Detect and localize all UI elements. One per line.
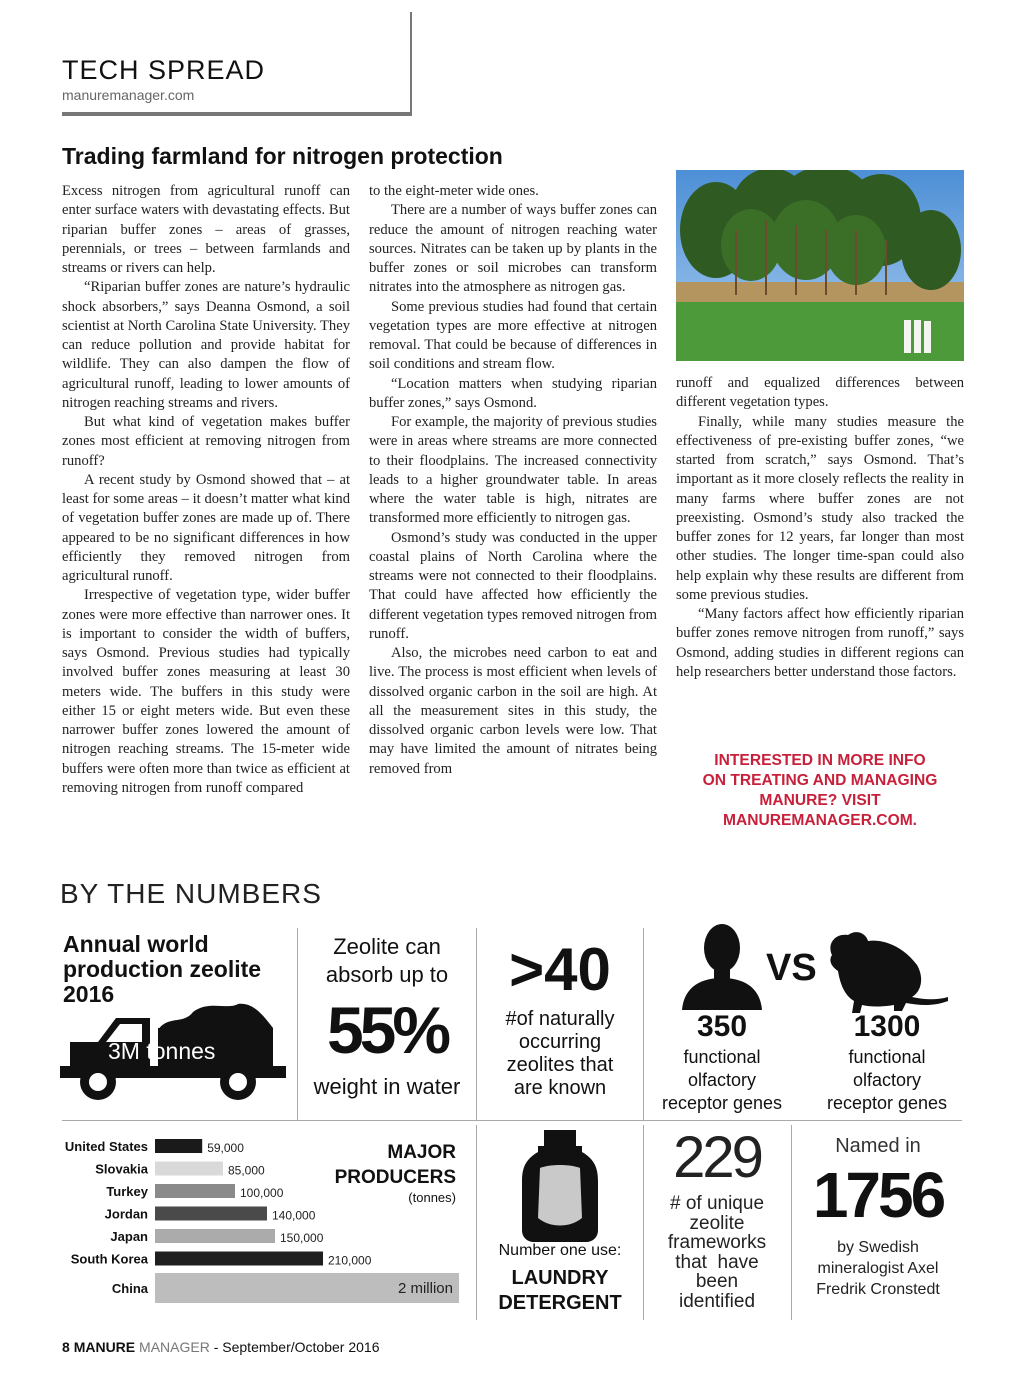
article-column-3 [676, 374, 964, 682]
paragraph: Excess nitrogen from agricultural runoff can enter surface waters with devastating effects. But riparian buffer zones – areas of grasses, perennials, or trees – between farmlands and streams or rivers can help. [62, 183, 350, 276]
article-column-2 [369, 182, 657, 779]
divider [643, 1125, 644, 1320]
producer-country-label: United States [64, 1139, 148, 1154]
absorb-caption: weight in water [313, 1074, 461, 1099]
paragraph: “Many factors affect how efficiently riparian buffer zones remove nitrogen from runoff,” says Osmond, adding studies in different regions can help researchers better understand those factors. [676, 606, 964, 680]
production-amount: 3M tonnes [108, 1038, 216, 1064]
promo-line: INTERESTED IN MORE INFO [714, 752, 926, 769]
promo-line: ON TREATING AND MANAGING [702, 772, 938, 789]
divider [643, 928, 644, 1120]
rat-gene-caption: functional olfactory receptor genes [826, 1047, 948, 1113]
production-title: Annual world production zeolite 2016 [63, 931, 262, 1007]
absorb-value: 55% [326, 993, 448, 1067]
section-label: TECH SPREAD [62, 55, 266, 85]
paragraph: runoff and equalized differences between different vegetation types. [676, 375, 964, 411]
producer-country-label: China [111, 1281, 148, 1296]
producer-country-label: Jordan [104, 1206, 148, 1222]
divider [791, 1125, 792, 1320]
producer-bar [155, 1184, 235, 1198]
paragraph: Finally, while many studies measure the effectiveness of pre-existing buffer zones, “we started from scratch,” says Osmond. That’s important as it more closely reflects the reality in many farms where buffer zones are not preexisting. Osmond’s study also tracked the buffer zones for 12 years, far longer than most other studies. The longer time-span could also help explain why these results are different from some previous studies. [676, 413, 964, 603]
producer-value-label: 150,000 [280, 1231, 324, 1245]
producers-unit: (tonnes) [408, 1190, 456, 1205]
paragraph: Some previous studies had found that certain vegetation types are more effective at nitrogen removal. That could be because of differences in soil conditions and stream flow. [369, 298, 657, 373]
named-caption: by Swedish mineralogist Axel Fredrik Cronstedt [816, 1239, 940, 1298]
producers-title: MAJOR PRODUCERS [334, 1142, 456, 1188]
frameworks-caption: # of unique zeolite frameworks that have been identified [667, 1193, 767, 1312]
paragraph: to the eight-meter wide ones. [369, 183, 539, 199]
page-number: 8 [62, 1339, 70, 1355]
paragraph: But what kind of vegetation makes buffer zones most efficient at removing nitrogen from runoff? [62, 414, 350, 469]
human-head-icon [680, 920, 765, 1012]
promo-line: MANURE? VISIT [759, 792, 881, 809]
rat-icon [822, 925, 952, 1020]
site-url[interactable]: manuremanager.com [62, 87, 195, 103]
producer-country-label: Japan [110, 1229, 148, 1244]
page-footer [62, 1339, 379, 1355]
detergent-bottle-icon [520, 1130, 600, 1242]
paragraph: A recent study by Osmond showed that – at least for some areas – it doesn’t matter what kind of vegetation buffer zones are made up of. There appeared to be no significant differences in how efficiently they removed nitrogen from agricultural runoff. [62, 471, 350, 584]
producer-value-label: 210,000 [328, 1253, 372, 1268]
divider [476, 928, 477, 1120]
producer-bar [155, 1162, 223, 1176]
human-gene-caption: functional olfactory receptor genes [661, 1047, 783, 1113]
buffer-zone-trees-photo [676, 170, 964, 361]
paragraph: Osmond’s study was conducted in the upper coastal plains of North Carolina where the streams were not connected to their floodplains. That could have affected how efficiently the different vegetation types removed nitrogen from runoff. [369, 529, 657, 642]
producer-value-label: 100,000 [240, 1186, 284, 1200]
article-title: Trading farmland for nitrogen protection [62, 143, 503, 169]
rat-gene-count: 1300 [853, 1010, 921, 1043]
paragraph: “Riparian buffer zones are nature’s hydraulic shock absorbers,” says Deanna Osmond, a soil scientist at North Carolina State University. They can reduce pollution and provide habitat for wildlife. They can also dampen the flow of agricultural runoff, leading to lower amounts of nitrogen reaching streams and rivers. [62, 279, 350, 411]
known-caption: #of naturally occurring zeolites that are known [505, 1008, 615, 1099]
named-label: Named in [835, 1135, 921, 1157]
producer-value-label: 140,000 [272, 1208, 316, 1223]
producer-value-label: 85,000 [228, 1163, 265, 1178]
paragraph: There are a number of ways buffer zones can reduce the amount of nitrogen reaching water sources. Nitrates can be taken up by plants in the buffer zones or soil microbes can transform nitrates into the atmosphere as nitrogen gas. [369, 202, 657, 296]
promo-callout[interactable] [676, 751, 964, 831]
absorb-text: Zeolite can absorb up to [325, 934, 449, 987]
producer-bar [155, 1252, 323, 1266]
producer-value-label: 2 million [397, 1280, 453, 1297]
producer-country-label: Turkey [106, 1184, 148, 1199]
producer-bar [155, 1207, 267, 1221]
frameworks-value: 229 [673, 1125, 761, 1190]
paragraph: For example, the majority of previous studies were in areas where streams are more connected to their floodplains. The increased connectivity leads to a higher groundwater table. In areas where the water table is high, nitrates are transformed more efficiently to nitrogen gas. [369, 414, 657, 527]
issue-date: - September/October 2016 [209, 1339, 380, 1355]
producer-country-label: South Korea [70, 1251, 148, 1267]
article-column-1 [62, 182, 350, 798]
use-label: Number one use: [498, 1242, 622, 1259]
versus-label: VS [766, 947, 817, 989]
named-year: 1756 [812, 1159, 944, 1231]
paragraph: “Location matters when studying riparian buffer zones,” says Osmond. [369, 375, 657, 411]
paragraph: Irrespective of vegetation type, wider buffer zones were more effective than narrower ones. It is important to consider the width of buffers, says Osmond. Previous studies had typically involved buffer zones measuring at least 30 meters wide. The buffers in this study were either 15 or eight meters wide. But even these narrower buffer zones lowered the amount of nitrogen reaching streams. The 15-meter wide buffers were often more than twice as efficient at removing nitrogen from runoff compared [62, 587, 350, 796]
human-gene-count: 350 [696, 1010, 748, 1043]
brand-light: MANAGER [139, 1339, 210, 1355]
use-value: LAUNDRY DETERGENT [498, 1267, 622, 1314]
divider [62, 1120, 962, 1121]
divider [476, 1125, 477, 1320]
producer-country-label: Slovakia [95, 1161, 148, 1177]
producer-bar [155, 1139, 202, 1153]
section-header [62, 12, 412, 116]
producer-value-label: 59,000 [207, 1141, 244, 1155]
paragraph: Also, the microbes need carbon to eat and live. The process is most efficient when levels of dissolved organic carbon in the soil are high. At all the measurement sites in this study, the dissolved organic carbon levels were low. That may have limited the amount of nitrates being removed from [369, 645, 657, 777]
promo-link[interactable]: MANUREMANAGER.COM. [722, 812, 918, 829]
known-value: >40 [509, 936, 611, 1003]
brand-bold: MANURE [73, 1339, 136, 1355]
by-the-numbers-heading: BY THE NUMBERS [60, 878, 322, 909]
divider [297, 928, 298, 1120]
producer-bar [155, 1229, 275, 1243]
